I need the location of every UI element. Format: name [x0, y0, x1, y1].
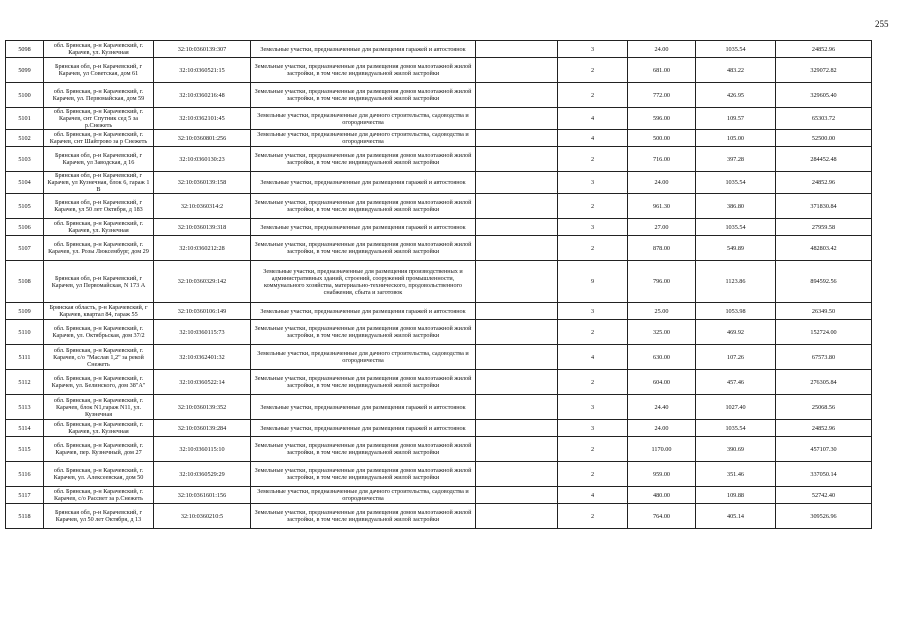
address-cell: обл. Брянская, р-н Карачевский, г. Карачев, снт Шайтрово за р Снежеть [44, 130, 154, 147]
rate-cell: 397.28 [696, 147, 776, 172]
address-cell: Брянская обл, р-н Карачевский, г Карачев, ул 50 лет Октября, д 13 [44, 504, 154, 529]
cadastral-value-cell: 457107.30 [776, 437, 872, 462]
empty-cell [476, 219, 558, 236]
rate-cell: 549.89 [696, 236, 776, 261]
area-cell: 24.00 [628, 41, 696, 58]
area-cell: 596.00 [628, 108, 696, 130]
rate-cell: 109.88 [696, 487, 776, 504]
cadastral-number-cell: 32:10:0362101:45 [154, 108, 251, 130]
cadastral-value-cell: 67573.80 [776, 345, 872, 370]
table-row [6, 345, 872, 370]
rate-cell: 107.26 [696, 345, 776, 370]
table-row [6, 437, 872, 462]
area-cell: 772.00 [628, 83, 696, 108]
table-row [6, 147, 872, 172]
land-use-cell: Земельные участки, предназначенные для размещения гаражей и автостоянок [251, 303, 476, 320]
address-cell: Брянская обл, р-н Карачевский, г Карачев, ул Заводская, д 16 [44, 147, 154, 172]
cadastral-number-cell: 32:10:0361601:156 [154, 487, 251, 504]
area-cell: 24.00 [628, 172, 696, 194]
empty-cell [476, 345, 558, 370]
table-row [6, 219, 872, 236]
cadastral-value-cell: 52500.00 [776, 130, 872, 147]
land-use-cell: Земельные участки, предназначенные для размещения гаражей и автостоянок [251, 219, 476, 236]
cadastral-value-cell: 482803.42 [776, 236, 872, 261]
group-cell: 4 [558, 487, 628, 504]
rate-cell: 469.92 [696, 320, 776, 345]
cadastral-value-cell: 27959.58 [776, 219, 872, 236]
area-cell: 681.00 [628, 58, 696, 83]
land-use-cell: Земельные участки, предназначенные для размещения производственных и административных зданий, строений, сооружений промышленности, коммунального хозяйства, материально-технического, продовольственного снабжения, сбыта и заготовок [251, 261, 476, 303]
group-cell: 2 [558, 437, 628, 462]
row-number-cell: 5098 [6, 41, 44, 58]
land-use-cell: Земельные участки, предназначенные для размещения гаражей и автостоянок [251, 420, 476, 437]
group-cell: 2 [558, 194, 628, 219]
cadastral-value-cell: 24852.96 [776, 41, 872, 58]
land-use-cell: Земельные участки, предназначенные для размещения гаражей и автостоянок [251, 172, 476, 194]
empty-cell [476, 320, 558, 345]
group-cell: 3 [558, 41, 628, 58]
table-row [6, 462, 872, 487]
address-cell: Брянская обл, р-н Карачевский, г Карачев, ул 50 лет Октября, д 183 [44, 194, 154, 219]
table-row [6, 41, 872, 58]
land-use-cell: Земельные участки, предназначенные для размещения гаражей и автостоянок [251, 395, 476, 420]
group-cell: 3 [558, 172, 628, 194]
area-cell: 630.00 [628, 345, 696, 370]
table-row [6, 487, 872, 504]
row-number-cell: 5118 [6, 504, 44, 529]
cadastral-number-cell: 32:10:0360139:318 [154, 219, 251, 236]
rate-cell: 1035.54 [696, 420, 776, 437]
empty-cell [476, 194, 558, 219]
row-number-cell: 5115 [6, 437, 44, 462]
empty-cell [476, 41, 558, 58]
cadastral-value-table [5, 40, 872, 529]
cadastral-number-cell: 32:10:0360210:5 [154, 504, 251, 529]
cadastral-value-cell: 24852.96 [776, 420, 872, 437]
cadastral-value-cell: 894592.56 [776, 261, 872, 303]
cadastral-value-cell: 52742.40 [776, 487, 872, 504]
land-use-cell: Земельные участки, предназначенные для размещения домов малоэтажной жилой застройки, в том числе индивидуальной жилой застройки [251, 83, 476, 108]
row-number-cell: 5100 [6, 83, 44, 108]
rate-cell: 390.69 [696, 437, 776, 462]
land-use-cell: Земельные участки, предназначенные для размещения домов малоэтажной жилой застройки, в том числе индивидуальной жилой застройки [251, 370, 476, 395]
table-row [6, 130, 872, 147]
area-cell: 878.00 [628, 236, 696, 261]
cadastral-number-cell: 32:10:0360139:352 [154, 395, 251, 420]
rate-cell: 483.22 [696, 58, 776, 83]
cadastral-value-cell: 329605.40 [776, 83, 872, 108]
land-use-cell: Земельные участки, предназначенные для дачного строительства, садоводства и огородничества [251, 130, 476, 147]
rate-cell: 351.46 [696, 462, 776, 487]
row-number-cell: 5109 [6, 303, 44, 320]
land-use-cell: Земельные участки, предназначенные для размещения домов малоэтажной жилой застройки, в том числе индивидуальной жилой застройки [251, 320, 476, 345]
table-row [6, 504, 872, 529]
address-cell: обл. Брянская, р-н Карачевский, г. Карачев, ул. Белинского, дом 38"А" [44, 370, 154, 395]
group-cell: 2 [558, 370, 628, 395]
cadastral-number-cell: 32:10:0360216:48 [154, 83, 251, 108]
group-cell: 2 [558, 58, 628, 83]
cadastral-number-cell: 32:10:0360329:142 [154, 261, 251, 303]
cadastral-value-cell: 152724.00 [776, 320, 872, 345]
land-use-cell: Земельные участки, предназначенные для дачного строительства, садоводства и огородничества [251, 487, 476, 504]
land-use-cell: Земельные участки, предназначенные для дачного строительства, садоводства и огородничества [251, 108, 476, 130]
area-cell: 25.00 [628, 303, 696, 320]
group-cell: 3 [558, 303, 628, 320]
cadastral-number-cell: 32:10:0360139:307 [154, 41, 251, 58]
empty-cell [476, 108, 558, 130]
row-number-cell: 5116 [6, 462, 44, 487]
table-row [6, 320, 872, 345]
land-use-cell: Земельные участки, предназначенные для размещения домов малоэтажной жилой застройки, в том числе индивидуальной жилой застройки [251, 462, 476, 487]
empty-cell [476, 83, 558, 108]
rate-cell: 1123.86 [696, 261, 776, 303]
group-cell: 4 [558, 130, 628, 147]
table-row [6, 420, 872, 437]
rate-cell: 426.95 [696, 83, 776, 108]
address-cell: обл. Брянская, р-н Карачевский, г. Карачев, ул. Кузнечная [44, 41, 154, 58]
row-number-cell: 5108 [6, 261, 44, 303]
rate-cell: 1035.54 [696, 41, 776, 58]
cadastral-value-cell: 26349.50 [776, 303, 872, 320]
rate-cell: 1027.40 [696, 395, 776, 420]
empty-cell [476, 504, 558, 529]
row-number-cell: 5111 [6, 345, 44, 370]
empty-cell [476, 261, 558, 303]
empty-cell [476, 420, 558, 437]
row-number-cell: 5102 [6, 130, 44, 147]
cadastral-number-cell: 32:10:0360115:73 [154, 320, 251, 345]
group-cell: 3 [558, 420, 628, 437]
address-cell: Брянская обл, р-н Карачевский, г Карачев, ул Советская, дом 61 [44, 58, 154, 83]
cadastral-value-cell: 65303.72 [776, 108, 872, 130]
address-cell: обл. Брянская, р-н Карачевский, г. Карачев, ул. Кузнечная [44, 219, 154, 236]
cadastral-value-cell: 284452.48 [776, 147, 872, 172]
land-use-cell: Земельные участки, предназначенные для размещения домов малоэтажной жилой застройки, в том числе индивидуальной жилой застройки [251, 504, 476, 529]
area-cell: 480.00 [628, 487, 696, 504]
group-cell: 4 [558, 108, 628, 130]
empty-cell [476, 395, 558, 420]
table-row [6, 370, 872, 395]
cadastral-value-cell: 329072.82 [776, 58, 872, 83]
area-cell: 500.00 [628, 130, 696, 147]
address-cell: Брянская область, р-н Карачевский, г Карачев, квартал 84, гараж 55 [44, 303, 154, 320]
row-number-cell: 5105 [6, 194, 44, 219]
address-cell: обл. Брянская, р-н Карачевский, г. Карачев, с/о "Маслав 1,2" за рекой Снежеть [44, 345, 154, 370]
row-number-cell: 5104 [6, 172, 44, 194]
table-row [6, 261, 872, 303]
empty-cell [476, 236, 558, 261]
row-number-cell: 5113 [6, 395, 44, 420]
table-row [6, 83, 872, 108]
group-cell: 2 [558, 462, 628, 487]
empty-cell [476, 130, 558, 147]
rate-cell: 105.00 [696, 130, 776, 147]
cadastral-number-cell: 32:10:0360314:2 [154, 194, 251, 219]
cadastral-number-cell: 32:10:0360212:28 [154, 236, 251, 261]
row-number-cell: 5112 [6, 370, 44, 395]
empty-cell [476, 303, 558, 320]
group-cell: 3 [558, 395, 628, 420]
cadastral-number-cell: 32:10:0360115:10 [154, 437, 251, 462]
row-number-cell: 5107 [6, 236, 44, 261]
empty-cell [476, 462, 558, 487]
land-use-cell: Земельные участки, предназначенные для размещения гаражей и автостоянок [251, 41, 476, 58]
land-use-cell: Земельные участки, предназначенные для размещения домов малоэтажной жилой застройки, в том числе индивидуальной жилой застройки [251, 437, 476, 462]
cadastral-number-cell: 32:10:0360139:158 [154, 172, 251, 194]
group-cell: 2 [558, 504, 628, 529]
group-cell: 4 [558, 345, 628, 370]
page-number: 255 [875, 19, 889, 29]
row-number-cell: 5106 [6, 219, 44, 236]
empty-cell [476, 58, 558, 83]
group-cell: 2 [558, 83, 628, 108]
address-cell: обл. Брянская, р-н Карачевский, г. Карачев, снт Спутник сед 5 за р.Снежеть [44, 108, 154, 130]
land-use-cell: Земельные участки, предназначенные для размещения домов малоэтажной жилой застройки, в том числе индивидуальной жилой застройки [251, 147, 476, 172]
empty-cell [476, 370, 558, 395]
rate-cell: 1035.54 [696, 219, 776, 236]
address-cell: Брянская обл, р-н Карачевский, г Карачев, ул Первомайская, N 173 А [44, 261, 154, 303]
table-row [6, 395, 872, 420]
rate-cell: 1035.54 [696, 172, 776, 194]
area-cell: 24.00 [628, 420, 696, 437]
group-cell: 2 [558, 236, 628, 261]
cadastral-value-cell: 276305.84 [776, 370, 872, 395]
row-number-cell: 5114 [6, 420, 44, 437]
address-cell: обл. Брянская, р-н Карачевский, г. Карачев, ул. Первомайская, дом 59 [44, 83, 154, 108]
group-cell: 2 [558, 320, 628, 345]
cadastral-number-cell: 32:10:0360529:29 [154, 462, 251, 487]
group-cell: 2 [558, 147, 628, 172]
table-row [6, 108, 872, 130]
row-number-cell: 5099 [6, 58, 44, 83]
rate-cell: 386.80 [696, 194, 776, 219]
land-use-cell: Земельные участки, предназначенные для размещения домов малоэтажной жилой застройки, в том числе индивидуальной жилой застройки [251, 58, 476, 83]
cadastral-number-cell: 32:10:0360139:284 [154, 420, 251, 437]
row-number-cell: 5103 [6, 147, 44, 172]
table-body [6, 41, 872, 529]
cadastral-number-cell: 32:10:0362401:32 [154, 345, 251, 370]
table-row [6, 194, 872, 219]
cadastral-number-cell: 32:10:0360130:23 [154, 147, 251, 172]
cadastral-value-cell: 24852.96 [776, 172, 872, 194]
area-cell: 604.00 [628, 370, 696, 395]
address-cell: обл. Брянская, р-н Карачевский, г. Карачев, ул. Кузнечная [44, 420, 154, 437]
area-cell: 1170.00 [628, 437, 696, 462]
address-cell: обл. Брянская, р-н Карачевский, г. Карачев, с/о Рассвет за р.Снежеть [44, 487, 154, 504]
area-cell: 325.00 [628, 320, 696, 345]
land-use-cell: Земельные участки, предназначенные для размещения домов малоэтажной жилой застройки, в том числе индивидуальной жилой застройки [251, 236, 476, 261]
address-cell: обл. Брянская, р-н Карачевский, г. Карачев, пер. Кузнечный, дом 27 [44, 437, 154, 462]
area-cell: 961.30 [628, 194, 696, 219]
rate-cell: 405.14 [696, 504, 776, 529]
area-cell: 959.00 [628, 462, 696, 487]
cadastral-value-cell: 309526.96 [776, 504, 872, 529]
rate-cell: 1053.98 [696, 303, 776, 320]
cadastral-value-cell: 371830.84 [776, 194, 872, 219]
area-cell: 796.00 [628, 261, 696, 303]
table-row [6, 58, 872, 83]
cadastral-number-cell: 32:10:0360522:14 [154, 370, 251, 395]
area-cell: 716.00 [628, 147, 696, 172]
cadastral-number-cell: 32:10:0360521:15 [154, 58, 251, 83]
table-row [6, 236, 872, 261]
table-row [6, 303, 872, 320]
group-cell: 9 [558, 261, 628, 303]
group-cell: 3 [558, 219, 628, 236]
cadastral-value-cell: 337050.14 [776, 462, 872, 487]
empty-cell [476, 147, 558, 172]
empty-cell [476, 487, 558, 504]
address-cell: Брянская обл, р-н Карачевский, г Карачев, ул Кузнечная, блок 6, гараж 1 В [44, 172, 154, 194]
cadastral-number-cell: 32:10:0360801:256 [154, 130, 251, 147]
table-row [6, 172, 872, 194]
address-cell: обл. Брянская, р-н Карачевский, г. Карачев, ул. Алексеевская, дом 50 [44, 462, 154, 487]
address-cell: обл. Брянская, р-н Карачевский, г. Карачев, блок N1,гараж N11, ул. Кузнечная [44, 395, 154, 420]
land-use-cell: Земельные участки, предназначенные для размещения домов малоэтажной жилой застройки, в том числе индивидуальной жилой застройки [251, 194, 476, 219]
rate-cell: 457.46 [696, 370, 776, 395]
cadastral-number-cell: 32:10:0360106:149 [154, 303, 251, 320]
row-number-cell: 5101 [6, 108, 44, 130]
cadastral-value-cell: 25068.56 [776, 395, 872, 420]
row-number-cell: 5117 [6, 487, 44, 504]
area-cell: 764.00 [628, 504, 696, 529]
area-cell: 24.40 [628, 395, 696, 420]
empty-cell [476, 437, 558, 462]
empty-cell [476, 172, 558, 194]
area-cell: 27.00 [628, 219, 696, 236]
address-cell: обл. Брянская, р-н Карачевский, г. Карачев, ул. Розы Люксембург, дом 29 [44, 236, 154, 261]
land-use-cell: Земельные участки, предназначенные для дачного строительства, садоводства и огородничества [251, 345, 476, 370]
rate-cell: 109.57 [696, 108, 776, 130]
row-number-cell: 5110 [6, 320, 44, 345]
address-cell: обл. Брянская, р-н Карачевский, г. Карачев, ул. Октябрьская, дом 37/2 [44, 320, 154, 345]
